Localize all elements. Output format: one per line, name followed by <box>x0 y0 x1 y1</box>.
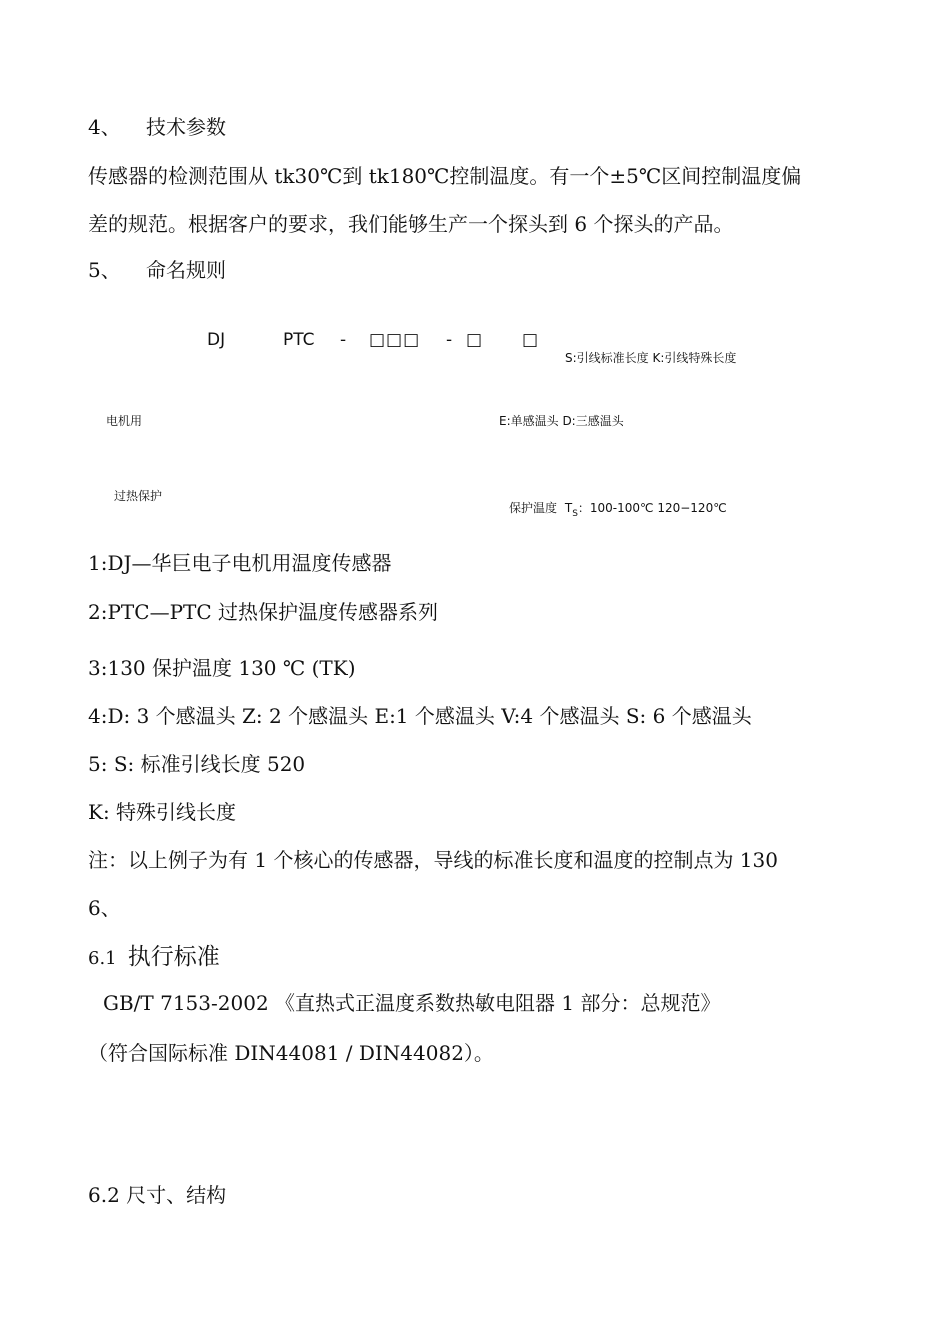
label-probe-count: E:单感温头 D:三感温头 <box>499 414 624 428</box>
item-4: 4:D: 3 个感温头 Z: 2 个感温头 E:1 个感温头 V:4 个感温头 S: 6 个感温头 <box>88 704 752 728</box>
section-6-1-heading <box>88 938 220 971</box>
code-box-single-1: □ <box>466 330 483 350</box>
section-4-number: 4、 <box>88 115 121 139</box>
item-k: K: 特殊引线长度 <box>88 800 237 824</box>
label-temp-sub: S <box>572 509 578 519</box>
code-box-single-2: □ <box>522 330 539 350</box>
section-6-2-heading: 6.2 尺寸、结构 <box>88 1183 227 1207</box>
section-4-paragraph-line-1: 传感器的检测范围从 tk30℃到 tk180℃控制温度。有一个±5℃区间控制温度偏 <box>88 164 802 188</box>
section-6-number: 6、 <box>88 896 121 920</box>
code-ptc: PTC <box>283 330 315 350</box>
label-temp-prefix: 保护温度 <box>509 501 558 515</box>
label-temp-values: ：100-100℃ 120−120℃ <box>577 501 727 515</box>
code-dash-2: - <box>446 330 453 350</box>
standard-line-1: GB/T 7153-2002 《直热式正温度系数热敏电阻器 1 部分：总规范》 <box>103 991 721 1015</box>
label-lead-length: S:引线标准长度 K:引线特殊长度 <box>565 351 737 365</box>
section-6-1-number: 6.1 <box>88 948 117 969</box>
item-5: 5: S: 标准引线长度 520 <box>88 752 306 776</box>
section-4-heading <box>88 115 226 139</box>
label-temp-t: T <box>564 501 573 515</box>
section-5-number: 5、 <box>88 258 121 282</box>
code-dj: DJ <box>207 330 226 350</box>
section-5-title: 命名规则 <box>146 258 226 282</box>
item-2: 2:PTC—PTC 过热保护温度传感器系列 <box>88 600 439 624</box>
item-1: 1:DJ—华巨电子电机用温度传感器 <box>88 551 392 575</box>
code-boxes-group: □□□ <box>369 330 421 350</box>
label-protection-temp <box>509 500 727 518</box>
section-6-1-title: 执行标准 <box>127 944 220 970</box>
label-overheat: 过热保护 <box>114 489 163 503</box>
section-4-title: 技术参数 <box>146 115 226 139</box>
note: 注：以上例子为有 1 个核心的传感器，导线的标准长度和温度的控制点为 130 <box>88 848 778 872</box>
item-3: 3:130 保护温度 130 ℃ (TK) <box>88 656 356 680</box>
standard-line-2: （符合国际标准 DIN44081 / DIN44082）。 <box>88 1041 494 1065</box>
label-motor: 电机用 <box>106 414 143 428</box>
section-5-heading <box>88 258 226 282</box>
code-dash-1: - <box>340 330 347 350</box>
section-4-paragraph-line-2: 差的规范。根据客户的要求，我们能够生产一个探头到 6 个探头的产品。 <box>88 212 734 236</box>
